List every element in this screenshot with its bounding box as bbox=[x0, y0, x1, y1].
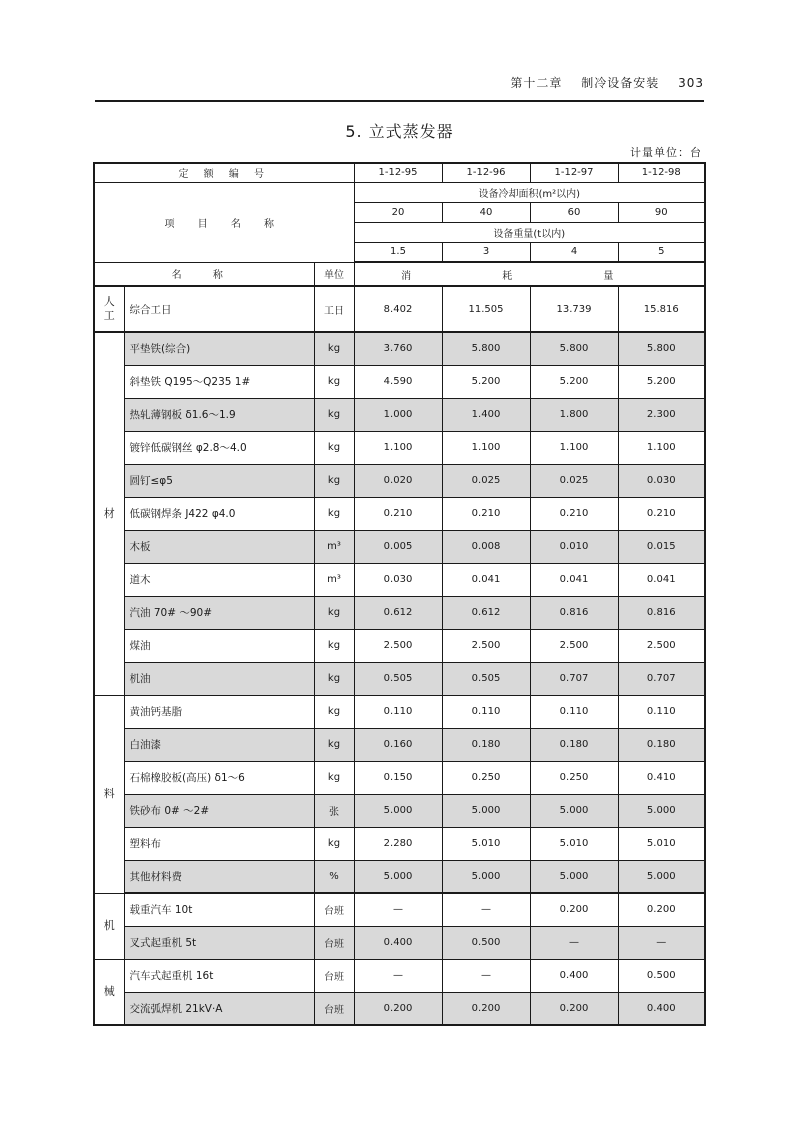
col-unit-label: 单位 bbox=[314, 262, 354, 286]
quota-code: 1-12-97 bbox=[530, 163, 618, 182]
table-row bbox=[94, 464, 705, 497]
item-name: 载重汽车 10t bbox=[124, 893, 314, 926]
consumption-value: 0.041 bbox=[530, 563, 618, 596]
table-row bbox=[94, 761, 705, 794]
item-name: 斜垫铁 Q195～Q235 1# bbox=[124, 365, 314, 398]
consumption-value: 3.760 bbox=[354, 332, 442, 365]
page-title: 5. 立式蒸发器 bbox=[345, 122, 454, 141]
consumption-value: 0.200 bbox=[442, 992, 530, 1025]
consumption-value: 0.500 bbox=[618, 959, 705, 992]
consumption-value: 0.707 bbox=[530, 662, 618, 695]
table-row bbox=[94, 860, 705, 893]
param2-value: 1.5 bbox=[354, 242, 442, 262]
consumption-value: 0.200 bbox=[354, 992, 442, 1025]
item-unit: 台班 bbox=[314, 926, 354, 959]
item-unit: 张 bbox=[314, 794, 354, 827]
item-name: 汽油 70# ～90# bbox=[124, 596, 314, 629]
table-row bbox=[94, 728, 705, 761]
param1-value: 60 bbox=[530, 202, 618, 222]
item-unit: % bbox=[314, 860, 354, 893]
consumption-value: 1.100 bbox=[354, 431, 442, 464]
consumption-value: 0.150 bbox=[354, 761, 442, 794]
consumption-value: 5.200 bbox=[442, 365, 530, 398]
page-number: 303 bbox=[678, 76, 704, 90]
consumption-value: — bbox=[354, 959, 442, 992]
consumption-value: 5.000 bbox=[530, 860, 618, 893]
consumption-value: 15.816 bbox=[618, 286, 705, 332]
item-unit: 台班 bbox=[314, 959, 354, 992]
consumption-value: 0.180 bbox=[618, 728, 705, 761]
consumption-value: — bbox=[530, 926, 618, 959]
group-label: 械 bbox=[94, 959, 124, 1025]
item-name: 机油 bbox=[124, 662, 314, 695]
item-unit: kg bbox=[314, 464, 354, 497]
consumption-value: 1.100 bbox=[530, 431, 618, 464]
table-row bbox=[94, 332, 705, 365]
item-name: 铁砂布 0# ～2# bbox=[124, 794, 314, 827]
consumption-value: 1.000 bbox=[354, 398, 442, 431]
consumption-value: 5.010 bbox=[618, 827, 705, 860]
item-name: 圆钉≤φ5 bbox=[124, 464, 314, 497]
item-unit: kg bbox=[314, 761, 354, 794]
param1-value: 40 bbox=[442, 202, 530, 222]
item-name: 综合工日 bbox=[124, 286, 314, 332]
consumption-value: 0.250 bbox=[530, 761, 618, 794]
table-row bbox=[94, 497, 705, 530]
consumption-value: — bbox=[618, 926, 705, 959]
consumption-value: 13.739 bbox=[530, 286, 618, 332]
consumption-value: 1.400 bbox=[442, 398, 530, 431]
item-unit: m³ bbox=[314, 563, 354, 596]
consumption-value: 0.110 bbox=[442, 695, 530, 728]
consumption-value: 0.041 bbox=[442, 563, 530, 596]
consumption-value: 5.000 bbox=[442, 794, 530, 827]
consumption-value: 2.300 bbox=[618, 398, 705, 431]
table-row bbox=[94, 926, 705, 959]
item-name: 镀锌低碳钢丝 φ2.8～4.0 bbox=[124, 431, 314, 464]
item-unit: m³ bbox=[314, 530, 354, 563]
item-unit: kg bbox=[314, 827, 354, 860]
consumption-value: 1.100 bbox=[442, 431, 530, 464]
item-name: 道木 bbox=[124, 563, 314, 596]
item-name: 木板 bbox=[124, 530, 314, 563]
table-row bbox=[94, 893, 705, 926]
consumption-value: 2.500 bbox=[442, 629, 530, 662]
consumption-value: 5.800 bbox=[530, 332, 618, 365]
table-row bbox=[94, 563, 705, 596]
consumption-value: 0.180 bbox=[530, 728, 618, 761]
item-unit: kg bbox=[314, 431, 354, 464]
consumption-value: 0.410 bbox=[618, 761, 705, 794]
table-row bbox=[94, 431, 705, 464]
item-name: 平垫铁(综合) bbox=[124, 332, 314, 365]
consumption-value: 0.025 bbox=[530, 464, 618, 497]
consumption-value: 5.200 bbox=[618, 365, 705, 398]
consumption-value: 0.015 bbox=[618, 530, 705, 563]
consumption-value: 0.400 bbox=[530, 959, 618, 992]
consumption-value: 2.500 bbox=[530, 629, 618, 662]
consumption-value: 5.000 bbox=[354, 794, 442, 827]
item-unit: kg bbox=[314, 728, 354, 761]
table-row bbox=[94, 959, 705, 992]
consumption-value: 0.005 bbox=[354, 530, 442, 563]
consumption-value: 0.200 bbox=[530, 992, 618, 1025]
table-row bbox=[94, 596, 705, 629]
param2-value: 4 bbox=[530, 242, 618, 262]
chapter-label: 第十二章 bbox=[510, 76, 563, 90]
consumption-value: 5.200 bbox=[530, 365, 618, 398]
consumption-value: 0.180 bbox=[442, 728, 530, 761]
item-name: 其他材料费 bbox=[124, 860, 314, 893]
consumption-value: 0.200 bbox=[530, 893, 618, 926]
consumption-value: 0.250 bbox=[442, 761, 530, 794]
consumption-value: 0.200 bbox=[618, 893, 705, 926]
item-name: 黄油钙基脂 bbox=[124, 695, 314, 728]
item-name: 煤油 bbox=[124, 629, 314, 662]
item-unit: kg bbox=[314, 398, 354, 431]
consumption-value: 0.010 bbox=[530, 530, 618, 563]
consumption-value: 0.020 bbox=[354, 464, 442, 497]
consumption-value: 2.280 bbox=[354, 827, 442, 860]
item-name: 交流弧焊机 21kV·A bbox=[124, 992, 314, 1025]
col-consumption-label: 消 耗 量 bbox=[354, 262, 705, 286]
consumption-value: 0.025 bbox=[442, 464, 530, 497]
item-name: 叉式起重机 5t bbox=[124, 926, 314, 959]
group-label: 料 bbox=[94, 695, 124, 893]
item-unit: kg bbox=[314, 629, 354, 662]
consumption-value: 0.110 bbox=[530, 695, 618, 728]
group-label: 材 bbox=[94, 332, 124, 695]
consumption-value: — bbox=[354, 893, 442, 926]
col-name-label: 名 称 bbox=[94, 262, 314, 286]
item-name: 低碳钢焊条 J422 φ4.0 bbox=[124, 497, 314, 530]
param2-value: 5 bbox=[618, 242, 705, 262]
consumption-value: 5.000 bbox=[442, 860, 530, 893]
item-unit: 工日 bbox=[314, 286, 354, 332]
item-unit: 台班 bbox=[314, 992, 354, 1025]
consumption-value: 0.505 bbox=[354, 662, 442, 695]
table-row bbox=[94, 794, 705, 827]
param1-value: 90 bbox=[618, 202, 705, 222]
quota-table bbox=[93, 162, 706, 1026]
param2-label: 设备重量(t以内) bbox=[354, 222, 705, 242]
consumption-value: 5.010 bbox=[530, 827, 618, 860]
group-label: 机 bbox=[94, 893, 124, 959]
param2-value: 3 bbox=[442, 242, 530, 262]
consumption-value: 0.612 bbox=[442, 596, 530, 629]
table-row bbox=[94, 530, 705, 563]
consumption-value: 0.030 bbox=[354, 563, 442, 596]
consumption-value: 5.000 bbox=[618, 794, 705, 827]
consumption-value: 0.612 bbox=[354, 596, 442, 629]
quota-code: 1-12-95 bbox=[354, 163, 442, 182]
consumption-value: 0.008 bbox=[442, 530, 530, 563]
item-unit: kg bbox=[314, 497, 354, 530]
group-label: 人工 bbox=[94, 286, 124, 332]
consumption-value: 0.500 bbox=[442, 926, 530, 959]
consumption-value: 0.110 bbox=[354, 695, 442, 728]
consumption-value: 5.800 bbox=[618, 332, 705, 365]
consumption-value: 0.210 bbox=[442, 497, 530, 530]
item-unit: kg bbox=[314, 596, 354, 629]
consumption-value: 5.000 bbox=[618, 860, 705, 893]
item-name: 热轧薄钢板 δ1.6～1.9 bbox=[124, 398, 314, 431]
consumption-value: 0.210 bbox=[618, 497, 705, 530]
consumption-value: 0.160 bbox=[354, 728, 442, 761]
consumption-value: 0.505 bbox=[442, 662, 530, 695]
item-unit: kg bbox=[314, 332, 354, 365]
consumption-value: 0.816 bbox=[530, 596, 618, 629]
table-row bbox=[94, 398, 705, 431]
item-unit: kg bbox=[314, 365, 354, 398]
item-name: 白油漆 bbox=[124, 728, 314, 761]
item-name: 汽车式起重机 16t bbox=[124, 959, 314, 992]
item-name: 石棉橡胶板(高压) δ1～6 bbox=[124, 761, 314, 794]
table-row bbox=[94, 992, 705, 1025]
item-unit: kg bbox=[314, 662, 354, 695]
page-header bbox=[95, 74, 704, 91]
consumption-value: 0.707 bbox=[618, 662, 705, 695]
table-body bbox=[94, 163, 705, 1025]
consumption-value: 1.800 bbox=[530, 398, 618, 431]
param1-value: 20 bbox=[354, 202, 442, 222]
consumption-value: 2.500 bbox=[618, 629, 705, 662]
table-row bbox=[94, 365, 705, 398]
header-rule bbox=[95, 100, 704, 102]
consumption-value: 4.590 bbox=[354, 365, 442, 398]
table-row bbox=[94, 827, 705, 860]
consumption-value: 1.100 bbox=[618, 431, 705, 464]
item-name-label: 项 目 名 称 bbox=[94, 182, 354, 262]
item-unit: kg bbox=[314, 695, 354, 728]
table-row bbox=[94, 629, 705, 662]
param1-label: 设备冷却面积(m²以内) bbox=[354, 182, 705, 202]
consumption-value: 0.400 bbox=[354, 926, 442, 959]
consumption-value: 8.402 bbox=[354, 286, 442, 332]
consumption-value: 0.041 bbox=[618, 563, 705, 596]
consumption-value: 11.505 bbox=[442, 286, 530, 332]
consumption-value: 0.110 bbox=[618, 695, 705, 728]
consumption-value: 2.500 bbox=[354, 629, 442, 662]
consumption-value: 5.010 bbox=[442, 827, 530, 860]
item-name: 塑料布 bbox=[124, 827, 314, 860]
item-unit: 台班 bbox=[314, 893, 354, 926]
quota-label: 定 额 编 号 bbox=[94, 163, 354, 182]
table-row bbox=[94, 662, 705, 695]
unit-note: 计量单位：台 bbox=[630, 146, 702, 159]
consumption-value: 0.400 bbox=[618, 992, 705, 1025]
consumption-value: 0.816 bbox=[618, 596, 705, 629]
consumption-value: 0.030 bbox=[618, 464, 705, 497]
quota-code: 1-12-96 bbox=[442, 163, 530, 182]
consumption-value: — bbox=[442, 893, 530, 926]
consumption-value: — bbox=[442, 959, 530, 992]
consumption-value: 5.000 bbox=[530, 794, 618, 827]
section-label: 制冷设备安装 bbox=[581, 76, 660, 90]
consumption-value: 5.800 bbox=[442, 332, 530, 365]
table-row bbox=[94, 695, 705, 728]
consumption-value: 0.210 bbox=[530, 497, 618, 530]
consumption-value: 5.000 bbox=[354, 860, 442, 893]
table-row bbox=[94, 286, 705, 332]
consumption-value: 0.210 bbox=[354, 497, 442, 530]
quota-code: 1-12-98 bbox=[618, 163, 705, 182]
